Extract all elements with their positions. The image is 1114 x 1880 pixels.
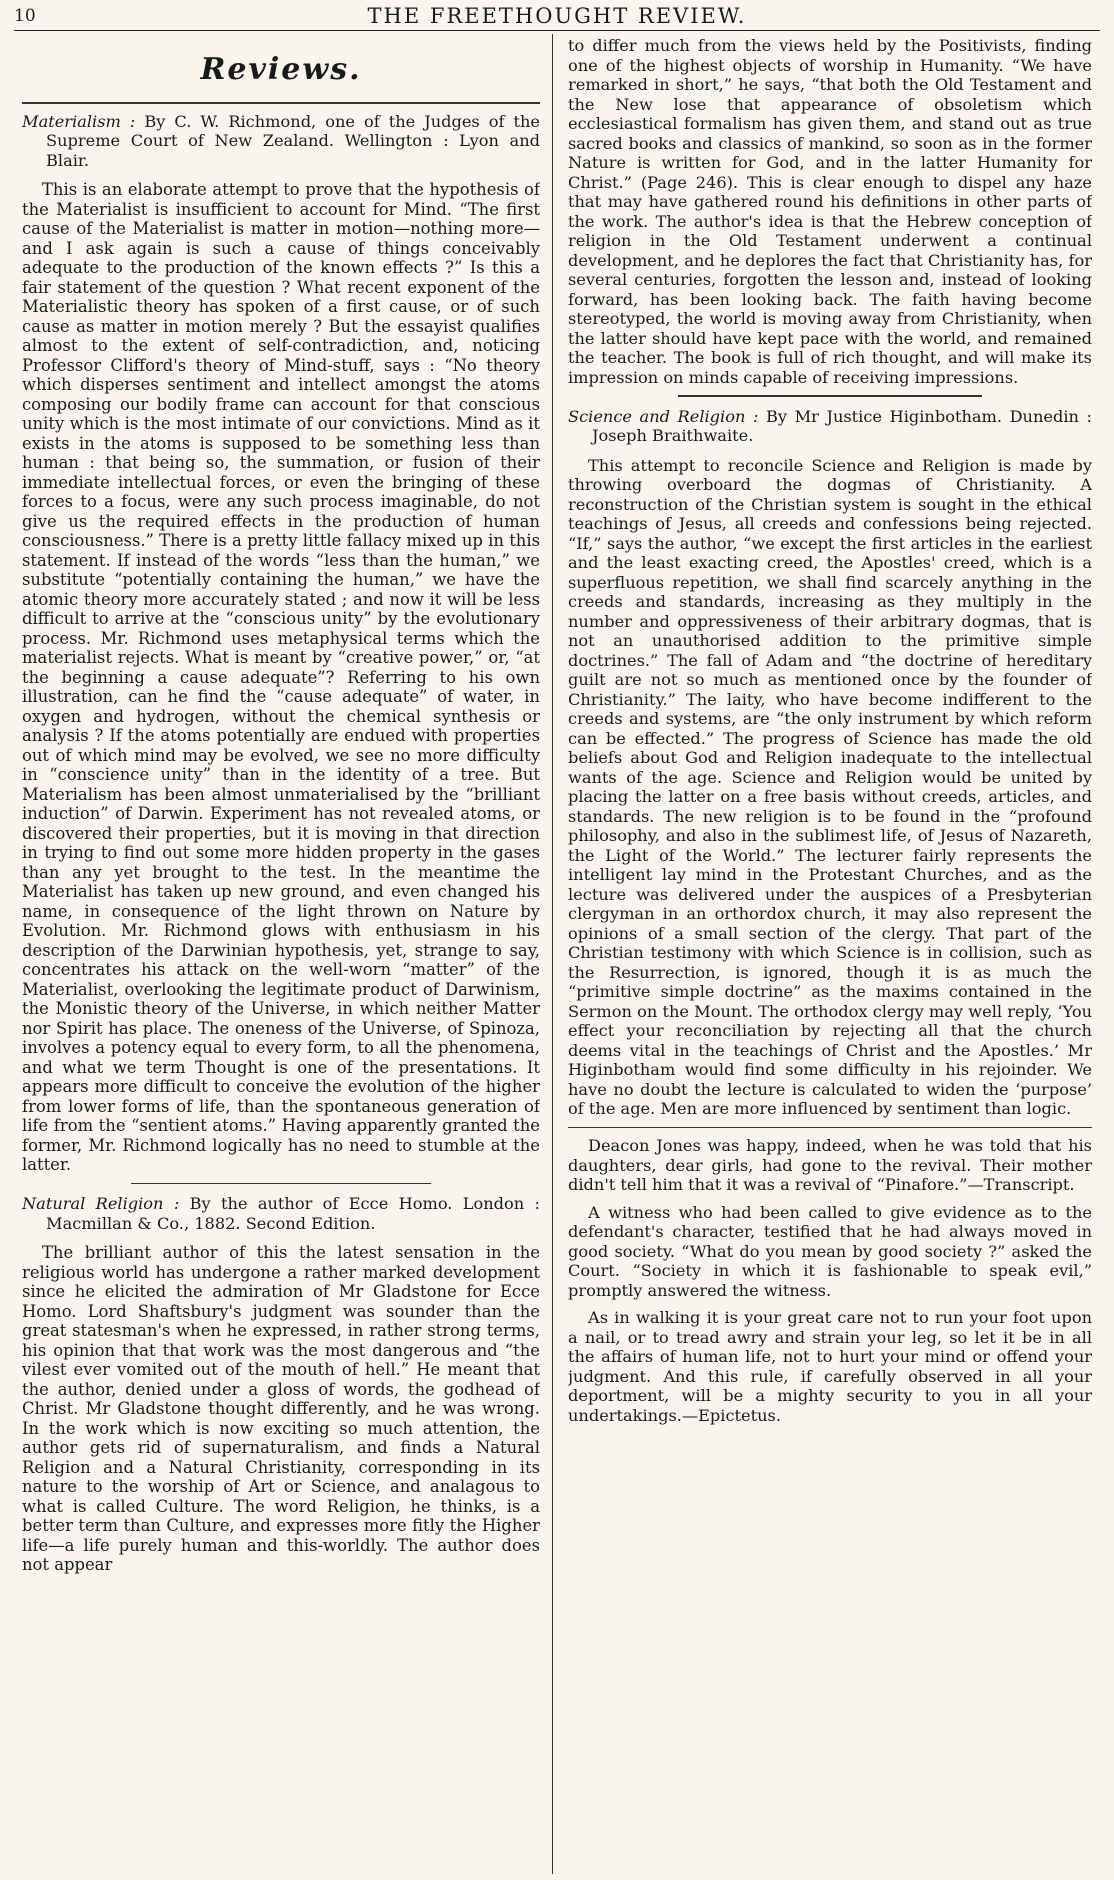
review-body: This attempt to reconcile Science and Religion is made by throwing overboard the dogmas of Christianity. A reconstruction of the Christian system is sought in the ethical teachings of Jesus, all creeds and confessions being rejected. “If,” says the author, “we except the first articles in the earliest and the least exacting creed, the Apostles' creed, which is a superfluous repetition, we shall find scarcely anything in the creeds and standards, increasing as they multiply in the number and oppressiveness of their arbitrary dogmas, that is not an unauthorised addition to the primitive simple doctrines.” The fall of Adam and “the doctrine of hereditary guilt are not so much as mentioned once by the founder of Christianity.” The laity, who have become indifferent to the creeds and systems, are “the only instrument by which reform can be effected.” The progress of Science has made the old beliefs about God and Religion inadequate to the intellectual wants of the age. Science and Religion would be united by placing the latter on a free basis without creeds, articles, and standards. The new religion is to be found in the “profound philosophy, and also in the sublimest life, of Jesus of Nazareth, the Light of the World.” The lecturer fairly represents the intelligent lay mind in the Protestant Churches, and as the lecture was delivered under the auspices of a Presbyterian clergyman in an orthordox church, it may also represent the opinions of a small section of the clergy. That part of the Christian testimony with which Science is in collision, such as the Resurrection, is ignored, though it is as much the “primitive simple doctrine” as the maxims contained in the Sermon on the Mount. The orthodox clergy may well reply, ‘You effect your reconciliation by rejecting all that the church deems vital in the teachings of Christ and the Apostles.’ Mr Higinbotham would find some difficulty in his rejoinder. We have no doubt the lecture is calculated to widen the ‘purpose’ of the age. Men are more influenced by sentiment than logic. (568, 455, 1092, 1118)
review-byline: By the author of Ecce Homo. London : Macmillan & Co., 1882. Second Edition. (46, 1194, 540, 1233)
review-separator (131, 1183, 431, 1185)
review-title: Science and Religion : (568, 406, 759, 426)
review-heading-science-religion (568, 407, 1092, 446)
misc-paragraph: A witness who had been called to give evidence as to the defendant's character, testified that he had always moved in good society. “What do you mean by good society ?” asked the Court. “Society in which it is fashionable to speak evil,” promptly answered the witness. (568, 1202, 1092, 1300)
review-heading-materialism (22, 112, 540, 171)
column-divider (552, 34, 553, 1874)
review-body-continued: to differ much from the views held by the Positivists, finding one of the highest objects of worship in Humanity. “We have remarked in short,” he says, “that both the Old Testament and the New lose that appearance of obsoletism which ecclesiastical formalism has given them, and stand out as true sacred books and classics of mankind, so soon as in the former Nature is written for God, and in the latter Humanity for Christ.” (Page 246). This is clear enough to dispel any haze that may have gathered round his definitions in other parts of the work. The author's idea is that the Hebrew conception of religion in the Old Testament underwent a continual development, and he deplores the fact that Christianity has, for several centuries, forgotten the lesson and, instead of looking forward, has been looking back. The faith having become stereotyped, the world is moving away from Christianity, when the latter should have kept pace with the world, and remained the teacher. The book is full of rich thought, and will make its impression on minds capable of receiving impressions. (568, 36, 1092, 387)
section-rule (22, 102, 540, 104)
review-title: Natural Religion : (22, 1194, 180, 1213)
section-title: Reviews. (200, 52, 362, 87)
left-column (22, 36, 540, 1872)
running-title: THE FREETHOUGHT REVIEW. (367, 4, 747, 28)
review-body: The brilliant author of this the latest sensation in the religious world has undergone a rather marked development since he elicited the admiration of Mr Gladstone for Ecce Homo. Lord Shaftsbury's judgment was sounder than the great statesman's when he expressed, in rather strong terms, his opinion that that work was the most dangerous and “the vilest ever vomited out of the mouth of hell.” He meant that the author, denied under a gloss of words, the godhead of Christ. Mr Gladstone thought differently, and he was wrong. In the work which is now exciting so much attention, the author gets rid of supernaturalism, and finds a Natural Religion and a Natural Christianity, corresponding in its nature to the worship of Art or Science, and analagous to what is called Culture. The word Religion, he thinks, is a better term than Culture, and expresses more fitly the Higher life—a life purely human and this-worldly. The author does not appear (22, 1243, 540, 1574)
misc-paragraph: Deacon Jones was happy, indeed, when he was told that his daughters, dear girls, had gone to the revival. Their mother didn't tell him that it was a revival of “Pinafore.”—Transcript. (568, 1136, 1092, 1194)
right-column (568, 36, 1092, 1872)
review-separator (678, 395, 982, 397)
misc-paragraph: As in walking it is your great care not to run your foot upon a nail, or to tread awry and strain your leg, so let it be in all the affairs of human life, not to hurt your mind or offend your judgment. And this rule, if carefully observed in all your deportment, will be a mighty security to you in all your undertakings.—Epictetus. (568, 1308, 1092, 1425)
page-header (14, 4, 1100, 31)
page-number: 10 (14, 6, 36, 26)
review-title: Materialism : (22, 111, 136, 131)
review-byline: By C. W. Richmond, one of the Judges of the Supreme Court of New Zealand. Wellington : Lyon and Blair. (46, 111, 540, 170)
review-heading-natural-religion (22, 1194, 540, 1233)
review-body: This is an elaborate attempt to prove that the hypothesis of the Materialist is insufficient to account for Mind. “The first cause of the Materialist is matter in motion—nothing more—and I ask again is such a cause of things conceivably adequate to the production of the known effects ?” Is this a fair statement of the question ? What recent exponent of the Materialistic theory has spoken of a first cause, or of such cause as matter in motion merely ? But the essayist qualifies almost to the extent of self-contradiction, and, noticing Professor Clifford's theory of Mind-stuff, says : “No theory which disperses sentiment and intellect amongst the atoms composing our bodily frame can account for that conscious unity which is the most intimate of our convictions. Mind as it exists in the atoms is supposed to be something less than human : that being so, the summation, or fusion of their immediate intellectual forces, or even the bringing of these forces to a focus, were any such process imaginable, do not give us the required effects in the production of human consciousness.” There is a pretty little fallacy mixed up in this statement. If instead of the words “less than the human,” we substitute “potentially containing the human,” we have the atomic theory more accurately stated ; and now it will be less difficult to arrive at the “conscious unity” by the evolutionary process. Mr. Richmond uses metaphysical terms which the materialist rejects. What is meant by “creative power,” or, “at the beginning a cause adequate”? Referring to his own illustration, can he find the “cause adequate” of water, in oxygen and hydrogen, without the chemical synthesis or analysis ? If the atoms potentially are endued with properties out of which mind may be evolved, we see no more difficulty in “conscience unity” than in the identity of a tree. But Materialism has been almost unmaterialised by the “brilliant induction” of Darwin. Experiment has not revealed atoms, or discovered their properties, but it is moving in that direction in trying to find out some more hidden property in the gases than any yet brought to the test. In the meantime the Materialist has taken up new ground, and even changed his name, in consequence of the light thrown on Nature by Evolution. Mr. Richmond glows with enthusiasm in his description of the Darwinian hypothesis, yet, strange to say, concentrates his attack on the well-worn “matter” of the Materialist, overlooking the legitimate product of Darwinism, the Monistic theory of the Universe, in which neither Matter nor Spirit has place. The oneness of the Universe, of Spinoza, involves a potency equal to every form, to all the phenomena, and what we term Thought is one of the presentations. It appears more difficult to conceive the evolution of the higher from lower forms of life, than the spontaneous generation of life from the “sentient atoms.” Having apparently granted the former, Mr. Richmond logically has no need to stumble at the latter. (22, 180, 540, 1174)
review-byline: By Mr Justice Higinbotham. Dunedin : Joseph Braithwaite. (592, 406, 1092, 445)
misc-rule (568, 1127, 1092, 1129)
